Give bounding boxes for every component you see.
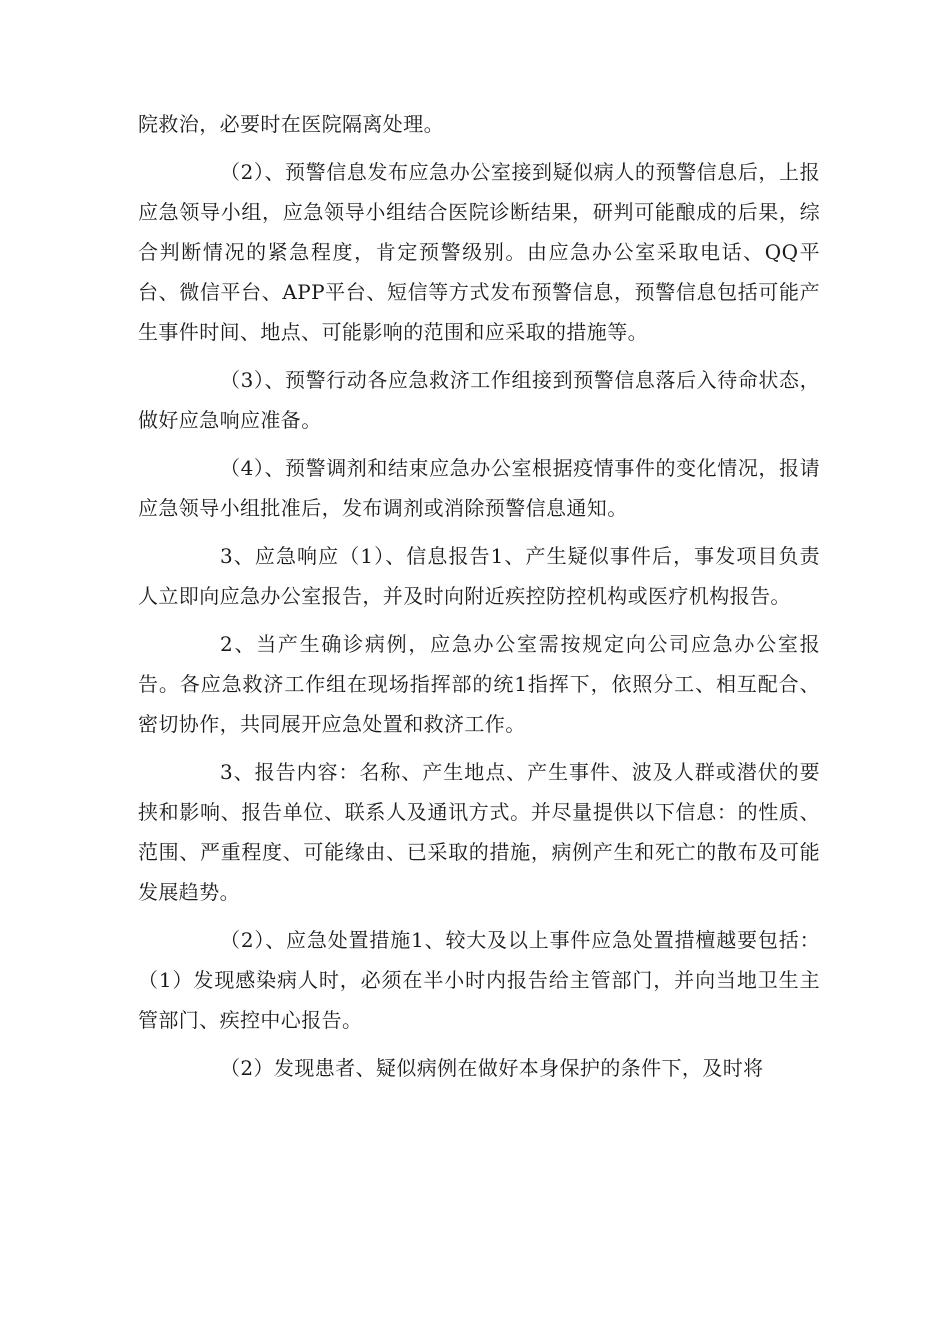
paragraph-patient-discovery: （2）发现患者、疑似病例在做好本身保护的条件下，及时将 [220,1056,764,1080]
paragraph-confirmed-case: 2、当产生确诊病例，应急办公室需按规定向公司应急办公室报告。各应急救济工作组在现场指挥部的统1指挥下，依照分工、相互配合、密切协作，共同展开应急处置和救济工作。 [138,632,820,736]
body-text [138,104,820,1096]
paragraph-handling-measures: （2）、应急处置措施1、较大及以上事件应急处置措檀越要包括：（1）发现感染病人时，必须在半小时内报告给主管部门，并向当地卫生主管部门、疾控中心报告。 [138,928,820,1032]
paragraph-emergency-response: 3、应急响应（1）、信息报告1、产生疑似事件后，事发项目负责人立即向应急办公室报告，并及时向附近疾控防控机构或医疗机构报告。 [138,544,820,608]
paragraph-continuation: 院救治，必要时在医院隔离处理。 [138,112,444,136]
paragraph-report-content: 3、报告内容：名称、产生地点、产生事件、波及人群或潜伏的要挟和影响、报告单位、联系人及通讯方式。并尽量提供以下信息：的性质、范围、严重程度、可能缘由、已采取的措施，病例产生和死亡的散布及可能发展趋势。 [138,760,820,904]
paragraph-warning-release: （2）、预警信息发布应急办公室接到疑似病人的预警信息后，上报应急领导小组，应急领导小组结合医院诊断结果，研判可能酿成的后果，综合判断情况的紧急程度，肯定预警级别。由应急办公室采取电话、QQ平台、微信平台、APP平台、短信等方式发布预警信息，预警信息包括可能产生事件时间、地点、可能影响的范围和应采取的措施等。 [138,160,820,344]
paragraph-warning-action: （3）、预警行动各应急救济工作组接到预警信息落后入待命状态，做好应急响应准备。 [138,368,820,432]
paragraph-warning-adjust: （4）、预警调剂和结束应急办公室根据疫情事件的变化情况，报请应急领导小组批准后，发布调剂或消除预警信息通知。 [138,456,820,520]
